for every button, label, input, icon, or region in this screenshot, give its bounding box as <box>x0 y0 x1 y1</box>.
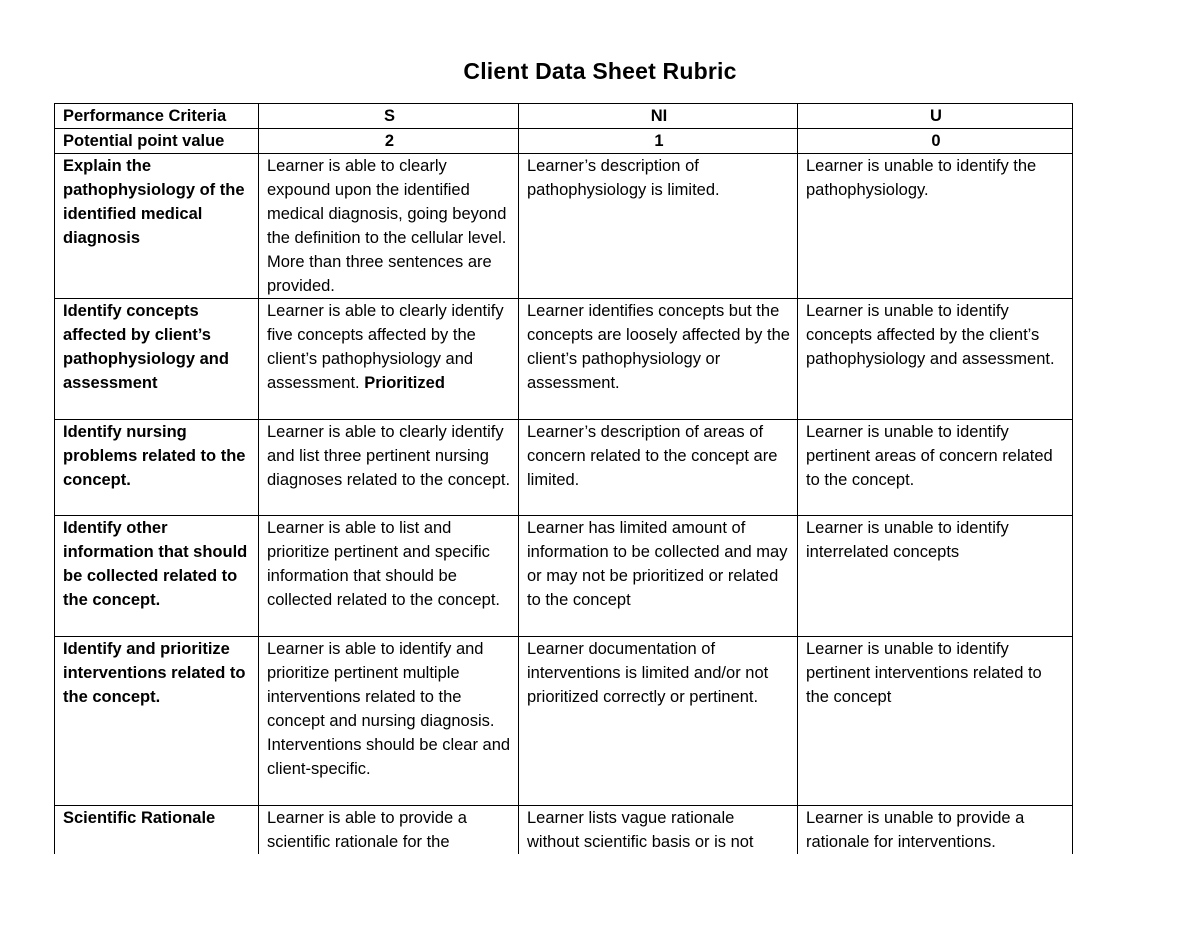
u-cell: Learner is unable to identify concepts affected by the client’s pathophysiology and assessment. <box>798 299 1073 420</box>
points-row <box>55 129 1073 154</box>
table-row <box>55 516 1073 637</box>
table-row <box>55 299 1073 420</box>
criteria-cell: Scientific Rationale <box>55 806 259 855</box>
rubric-table <box>54 103 1073 854</box>
criteria-cell: Identify and prioritize interventions related to the concept. <box>55 637 259 806</box>
s-cell: Learner is able to provide a scientific rationale for the <box>259 806 519 855</box>
ni-cell: Learner documentation of interventions is limited and/or not prioritized correctly or pertinent. <box>519 637 798 806</box>
points-ni: 1 <box>519 129 798 154</box>
criteria-cell: Identify concepts affected by client’s pathophysiology and assessment <box>55 299 259 420</box>
points-s: 2 <box>259 129 519 154</box>
header-row <box>55 104 1073 129</box>
s-cell: Learner is able to list and prioritize pertinent and specific information that should be collected related to the concept. <box>259 516 519 637</box>
header-level-ni: NI <box>519 104 798 129</box>
ni-cell: Learner lists vague rationale without scientific basis or is not <box>519 806 798 855</box>
ni-cell: Learner’s description of areas of concern related to the concept are limited. <box>519 420 798 516</box>
ni-cell: Learner has limited amount of information to be collected and may or may not be prioritized or related to the concept <box>519 516 798 637</box>
header-criteria: Performance Criteria <box>55 104 259 129</box>
prioritized-emphasis: Prioritized <box>364 374 445 392</box>
u-cell: Learner is unable to identify interrelated concepts <box>798 516 1073 637</box>
criteria-cell: Identify nursing problems related to the concept. <box>55 420 259 516</box>
header-level-u: U <box>798 104 1073 129</box>
u-cell: Learner is unable to identify pertinent areas of concern related to the concept. <box>798 420 1073 516</box>
ni-cell: Learner identifies concepts but the concepts are loosely affected by the client’s pathophysiology or assessment. <box>519 299 798 420</box>
u-cell: Learner is unable to identify pertinent interventions related to the concept <box>798 637 1073 806</box>
table-row <box>55 420 1073 516</box>
criteria-cell: Identify other information that should be collected related to the concept. <box>55 516 259 637</box>
points-label: Potential point value <box>55 129 259 154</box>
page-title: Client Data Sheet Rubric <box>463 58 737 84</box>
s-cell <box>259 299 519 420</box>
ni-cell: Learner’s description of pathophysiology is limited. <box>519 154 798 299</box>
header-level-s: S <box>259 104 519 129</box>
table-row <box>55 806 1073 855</box>
u-cell: Learner is unable to identify the pathophysiology. <box>798 154 1073 299</box>
s-cell-text: Learner is able to clearly identify five concepts affected by the client’s pathophysiology and assessment. <box>267 302 504 392</box>
s-cell: Learner is able to clearly identify and list three pertinent nursing diagnoses related to the concept. <box>259 420 519 516</box>
criteria-cell: Explain the pathophysiology of the identified medical diagnosis <box>55 154 259 299</box>
s-cell: Learner is able to clearly expound upon the identified medical diagnosis, going beyond the definition to the cellular level. More than three sentences are provided. <box>259 154 519 299</box>
points-u: 0 <box>798 129 1073 154</box>
u-cell: Learner is unable to provide a rationale for interventions. <box>798 806 1073 855</box>
s-cell: Learner is able to identify and prioritize pertinent multiple interventions related to the concept and nursing diagnosis. Interventions should be clear and client-specific. <box>259 637 519 806</box>
table-row <box>55 154 1073 299</box>
table-row <box>55 637 1073 806</box>
